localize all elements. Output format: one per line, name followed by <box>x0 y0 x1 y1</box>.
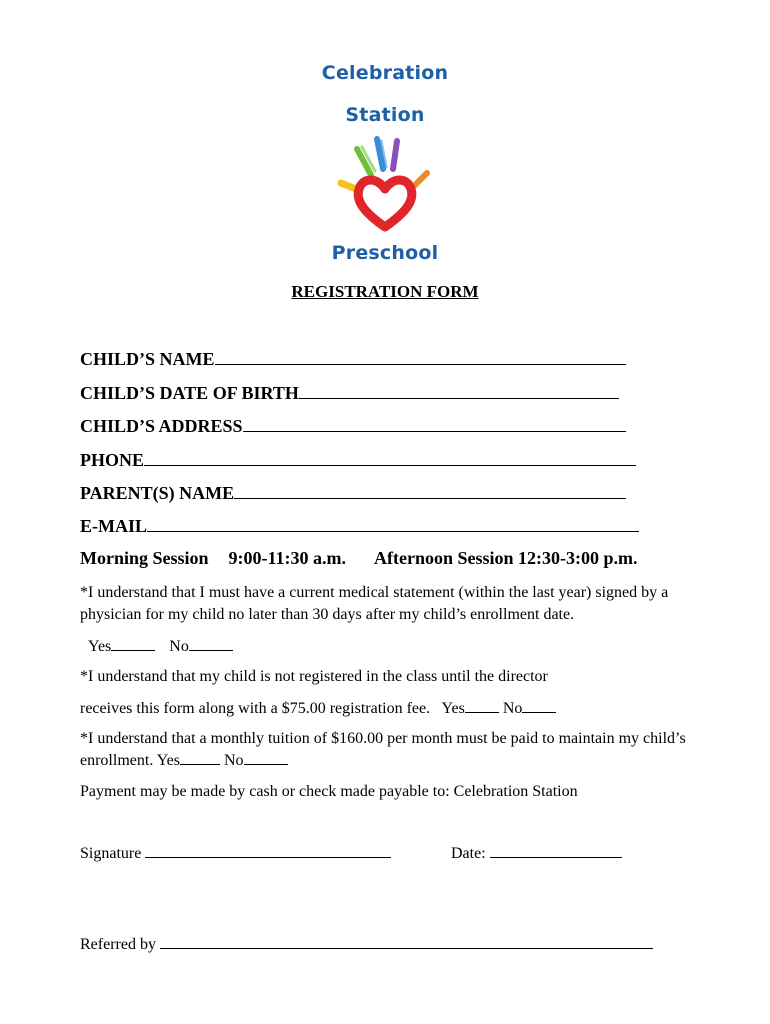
childs-dob-field[interactable] <box>80 382 619 404</box>
email-label: E-MAIL <box>80 516 147 536</box>
parents-name-line[interactable] <box>234 484 626 499</box>
childs-name-field[interactable] <box>80 348 626 370</box>
morning-session-time: 9:00-11:30 a.m. <box>228 548 347 568</box>
medical-no-blank[interactable] <box>189 638 233 651</box>
date-label: Date: <box>451 845 486 862</box>
registration-no-label: No <box>502 700 523 717</box>
afternoon-session-label: Afternoon Session 12:30-3:00 p.m. <box>374 548 638 568</box>
tuition-statement <box>80 728 705 772</box>
phone-field[interactable] <box>80 449 636 471</box>
payment-note: Payment may be made by cash or check made payable to: Celebration Station <box>80 783 578 800</box>
parents-name-field[interactable] <box>80 482 626 504</box>
registration-no-blank[interactable] <box>522 700 556 713</box>
childs-address-field[interactable] <box>80 415 626 437</box>
registration-statement-line2 <box>80 698 740 720</box>
signature-field[interactable] <box>80 843 420 865</box>
registration-fee-text: receives this form along with a $75.00 registration fee. <box>80 700 431 717</box>
tuition-text: *I understand that a monthly tuition of $160.00 per month must be paid to maintain my child’s enrollment. <box>80 730 686 769</box>
childs-name-label: CHILD’S NAME <box>80 349 215 369</box>
logo-station: Station <box>345 104 425 126</box>
tuition-yes-label: Yes <box>156 752 180 769</box>
session-times <box>80 548 638 569</box>
childs-dob-line[interactable] <box>299 384 619 399</box>
date-line[interactable] <box>490 845 622 858</box>
medical-yes-label: Yes <box>88 638 112 655</box>
tuition-no-label: No <box>224 752 244 769</box>
referred-by-field[interactable] <box>80 934 680 956</box>
handprint-heart-logo <box>335 135 435 235</box>
referred-by-line[interactable] <box>160 936 653 949</box>
childs-name-line[interactable] <box>215 350 626 365</box>
date-field[interactable] <box>451 843 651 865</box>
signature-label: Signature <box>80 845 142 862</box>
heart-icon <box>358 180 412 227</box>
parents-name-label: PARENT(S) NAME <box>80 483 235 503</box>
referred-by-label: Referred by <box>80 936 156 953</box>
medical-statement: *I understand that I must have a current medical statement (within the last year) signed by a physician for my child no later than 30 days after my child’s enrollment date. <box>80 584 669 623</box>
email-field[interactable] <box>80 515 639 537</box>
tuition-yes-blank[interactable] <box>180 752 220 765</box>
logo-celebration: Celebration <box>321 62 449 84</box>
medical-yes-no <box>88 636 718 658</box>
signature-line[interactable] <box>145 845 391 858</box>
phone-line[interactable] <box>144 451 636 466</box>
email-line[interactable] <box>147 517 639 532</box>
childs-address-label: CHILD’S ADDRESS <box>80 416 243 436</box>
form-title: REGISTRATION FORM <box>291 282 479 301</box>
childs-address-line[interactable] <box>243 417 626 432</box>
medical-yes-blank[interactable] <box>111 638 155 651</box>
medical-no-label: No <box>169 638 189 655</box>
tuition-no-blank[interactable] <box>244 752 288 765</box>
finger-purple-icon <box>393 141 397 169</box>
registration-yes-label: Yes <box>441 700 465 717</box>
logo-preschool: Preschool <box>331 242 439 264</box>
registration-statement-line1: *I understand that my child is not registered in the class until the director <box>80 668 548 685</box>
phone-label: PHONE <box>80 450 145 470</box>
morning-session-label: Morning Session <box>80 548 209 568</box>
childs-dob-label: CHILD’S DATE OF BIRTH <box>80 383 299 403</box>
registration-yes-blank[interactable] <box>465 700 499 713</box>
